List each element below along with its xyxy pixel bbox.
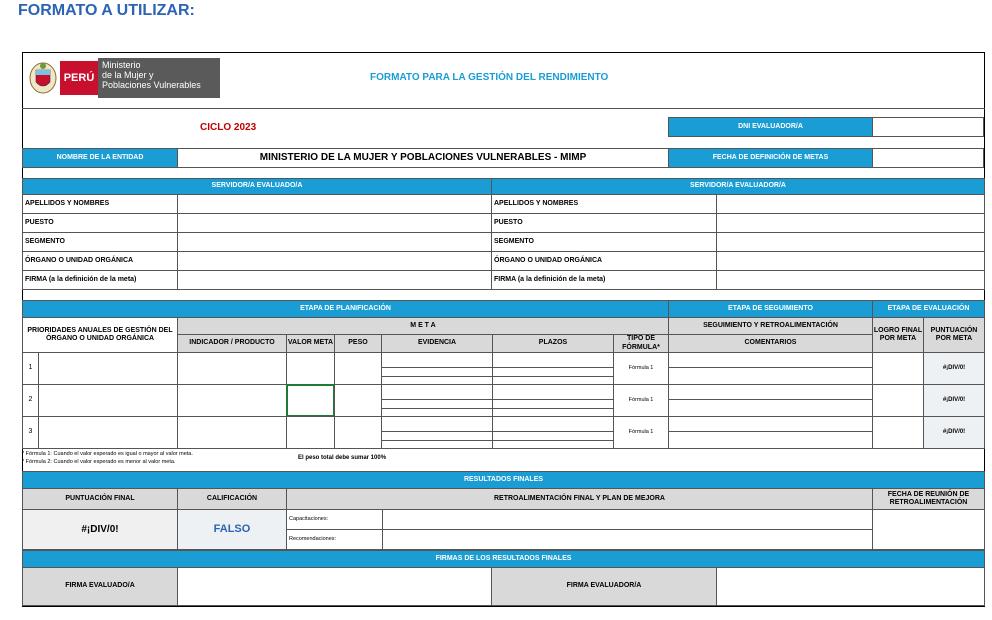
final-achievement-field[interactable] <box>872 416 924 449</box>
dni-label: DNI EVALUADOR/A <box>668 117 873 137</box>
final-achievement-field[interactable] <box>872 352 924 385</box>
evaluated-field-label: ÓRGANO O UNIDAD ORGÁNICA <box>22 251 178 271</box>
comment-field[interactable] <box>668 399 873 417</box>
goal-date-label: FECHA DE DEFINICIÓN DE METAS <box>668 148 873 168</box>
weight-field[interactable] <box>334 416 382 449</box>
entity-value: MINISTERIO DE LA MUJER Y POBLACIONES VULNERABLES - MIMP <box>177 148 669 168</box>
goal-value-header: VALOR META <box>286 334 335 353</box>
indicator-header: INDICADOR / PRODUCTO <box>177 334 287 353</box>
indicator-field[interactable] <box>177 416 287 449</box>
rating-header: CALIFICACIÓN <box>177 488 287 510</box>
final-results-header: RESULTADOS FINALES <box>22 471 985 489</box>
evaluated-signature-field[interactable] <box>177 567 492 606</box>
tracking-stage-header: ETAPA DE SEGUIMIENTO <box>668 300 873 318</box>
meeting-date-field[interactable] <box>872 509 985 550</box>
logo-ministry-line3: Poblaciones Vulnerables <box>102 79 201 90</box>
evaluator-field-input[interactable] <box>716 213 985 233</box>
deadline-field[interactable] <box>492 352 614 368</box>
final-achievement-field[interactable] <box>872 384 924 417</box>
evaluated-field-input[interactable] <box>177 251 492 271</box>
entity-label: NOMBRE DE LA ENTIDAD <box>22 148 178 168</box>
ministry-logo <box>28 58 220 100</box>
evaluated-field-label: SEGMENTO <box>22 232 178 252</box>
tracking-feedback-header: SEGUIMIENTO Y RETROALIMENTACIÓN <box>668 317 873 335</box>
priority-field[interactable] <box>38 416 178 449</box>
evidence-header: EVIDENCIA <box>381 334 493 353</box>
deadline-field[interactable] <box>492 440 614 449</box>
coat-of-arms-icon <box>28 60 58 96</box>
formula-type-field[interactable]: Fórmula 1 <box>613 416 669 449</box>
goal-date-field[interactable] <box>872 148 984 168</box>
goal-value-field[interactable] <box>286 384 335 417</box>
signatures-header: FIRMAS DE LOS RESULTADOS FINALES <box>22 550 985 568</box>
priority-field[interactable] <box>38 384 178 417</box>
evaluator-field-label: PUESTO <box>491 213 717 233</box>
evaluator-signature-label: FIRMA EVALUADOR/A <box>491 567 717 606</box>
recommendations-field[interactable] <box>382 529 873 550</box>
training-label: Capacitaciones: <box>286 509 383 530</box>
evaluated-field-input[interactable] <box>177 194 492 214</box>
row-number: 2 <box>22 384 39 417</box>
training-field[interactable] <box>382 509 873 530</box>
indicator-field[interactable] <box>177 352 287 385</box>
evidence-field[interactable] <box>381 352 493 368</box>
evaluated-field-label: APELLIDOS Y NOMBRES <box>22 194 178 214</box>
rating-value: FALSO <box>177 509 287 550</box>
meeting-date-header: FECHA DE REUNIÓN DE RETROALIMENTACIÓN <box>872 488 985 510</box>
deadline-field[interactable] <box>492 384 614 400</box>
planning-stage-header: ETAPA DE PLANIFICACIÓN <box>22 300 669 318</box>
logo-ministry-block <box>98 58 220 98</box>
priority-field[interactable] <box>38 352 178 385</box>
evaluator-field-input[interactable] <box>716 251 985 271</box>
weight-field[interactable] <box>334 384 382 417</box>
evaluated-signature-label: FIRMA EVALUADO/A <box>22 567 178 606</box>
final-achievement-header: LOGRO FINAL POR META <box>872 317 924 353</box>
evaluator-field-label: ÓRGANO O UNIDAD ORGÁNICA <box>491 251 717 271</box>
weight-total-note: El peso total debe sumar 100% <box>298 455 387 461</box>
cycle-label: CICLO 2023 <box>200 122 257 133</box>
evaluator-field-input[interactable] <box>716 232 985 252</box>
evaluated-field-label: PUESTO <box>22 213 178 233</box>
comments-header: COMENTARIOS <box>668 334 873 353</box>
evaluator-header: SERVIDOR/A EVALUADOR/A <box>491 178 985 195</box>
formula-type-field[interactable]: Fórmula 1 <box>613 384 669 417</box>
logo-country-block: PERÚ <box>60 61 98 95</box>
evaluator-field-label: FIRMA (a la definición de la meta) <box>491 270 717 290</box>
evaluator-field-label: APELLIDOS Y NOMBRES <box>491 194 717 214</box>
evidence-field[interactable] <box>381 384 493 400</box>
weight-header: PESO <box>334 334 382 353</box>
evaluator-signature-field[interactable] <box>716 567 985 606</box>
page-heading: FORMATO A UTILIZAR: <box>18 2 195 19</box>
form-title: FORMATO PARA LA GESTIÓN DEL RENDIMIENTO <box>370 72 609 83</box>
deadline-field[interactable] <box>492 416 614 432</box>
evaluated-field-input[interactable] <box>177 270 492 290</box>
comment-field[interactable] <box>668 352 873 368</box>
comment-field[interactable] <box>668 367 873 385</box>
evaluated-field-input[interactable] <box>177 213 492 233</box>
meta-header: M E T A <box>177 317 669 335</box>
recommendations-label: Recomendaciones: <box>286 529 383 550</box>
evidence-field[interactable] <box>381 416 493 432</box>
evaluated-field-label: FIRMA (a la definición de la meta) <box>22 270 178 290</box>
score-per-goal-header: PUNTUACIÓN POR META <box>923 317 985 353</box>
row-number: 3 <box>22 416 39 449</box>
evaluator-field-input[interactable] <box>716 194 985 214</box>
evaluated-header: SERVIDOR/A EVALUADO/A <box>22 178 492 195</box>
feedback-plan-header: RETROALIMENTACIÓN FINAL Y PLAN DE MEJORA <box>286 488 873 510</box>
evaluated-field-input[interactable] <box>177 232 492 252</box>
score-per-goal-value: #¡DIV/0! <box>923 384 985 417</box>
final-score-value: #¡DIV/0! <box>22 509 178 550</box>
score-per-goal-value: #¡DIV/0! <box>923 416 985 449</box>
score-per-goal-value: #¡DIV/0! <box>923 352 985 385</box>
formula1-note: * Fórmula 1: Cuando el valor esperado es igual o mayor al valor meta. <box>22 451 193 457</box>
priorities-header: PRIORIDADES ANUALES DE GESTIÓN DEL ÓRGANO O UNIDAD ORGÁNICA <box>22 317 178 353</box>
comment-field[interactable] <box>668 431 873 449</box>
formula2-note: * Fórmula 2: Cuando el valor esperado es menor al valor meta. <box>22 459 176 465</box>
evaluator-field-input[interactable] <box>716 270 985 290</box>
logo-ministry-line2: de la Mujer y <box>102 69 154 80</box>
formula-type-header: TIPO DE FÓRMULA* <box>613 334 669 353</box>
indicator-field[interactable] <box>177 384 287 417</box>
evidence-field[interactable] <box>381 440 493 449</box>
row-number: 1 <box>22 352 39 385</box>
logo-ministry-line1: Ministerio <box>102 60 141 70</box>
weight-field[interactable] <box>334 352 382 385</box>
comment-field[interactable] <box>668 384 873 400</box>
formula-type-field[interactable]: Fórmula 1 <box>613 352 669 385</box>
goal-value-field[interactable] <box>286 352 335 385</box>
dni-field[interactable] <box>872 117 984 137</box>
final-score-header: PUNTUACIÓN FINAL <box>22 488 178 510</box>
comment-field[interactable] <box>668 416 873 432</box>
goal-value-field[interactable] <box>286 416 335 449</box>
deadlines-header: PLAZOS <box>492 334 614 353</box>
evaluator-field-label: SEGMENTO <box>491 232 717 252</box>
evaluation-stage-header: ETAPA DE EVALUACIÓN <box>872 300 985 318</box>
